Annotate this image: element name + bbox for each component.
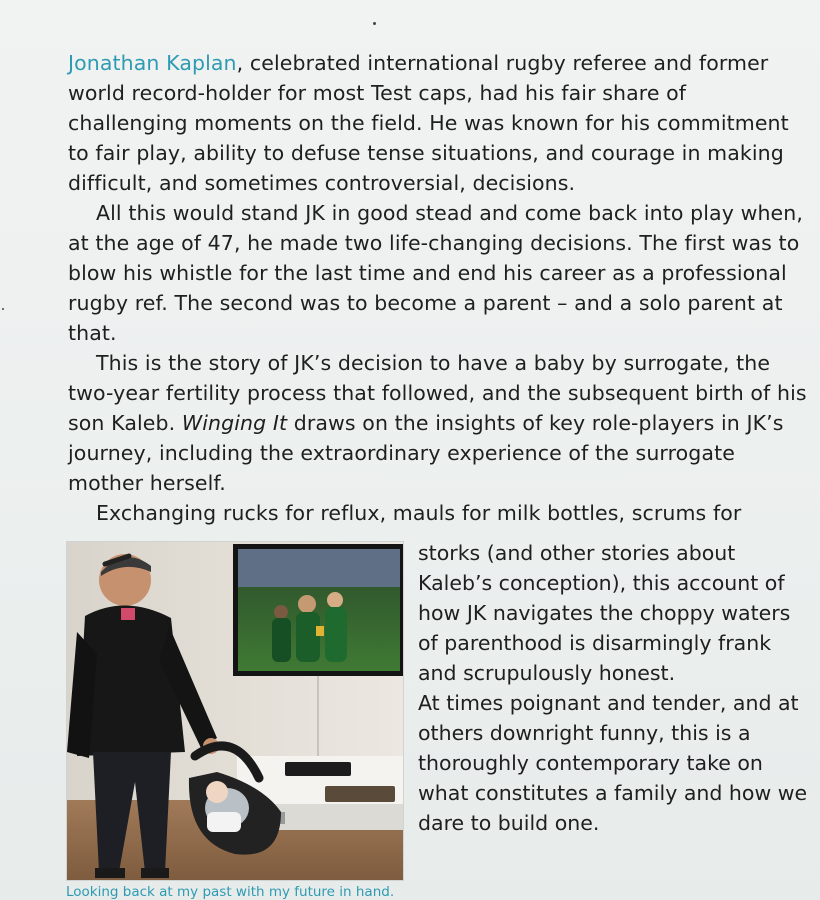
author-photo	[66, 541, 404, 881]
wrapped-text-column	[418, 538, 808, 838]
blurb-paragraph-1	[68, 48, 808, 198]
book-title: Winging It	[181, 411, 288, 435]
blurb-paragraph-3-text-b: draws on the insights of key role-players in JK’s journey, including the extraordinary experience of the surrogate mother herself.	[68, 411, 784, 495]
blurb-paragraph-2: All this would stand JK in good stead and come back into play when, at the age of 47, he made two life-changing decisions. The first was to blow his whistle for the last time and end his career as a professional rugby ref. The second was to become a parent – and a solo parent at that.	[68, 201, 803, 345]
cover-blurb	[68, 48, 808, 528]
print-speck	[2, 308, 4, 310]
blurb-paragraph-1-text: , celebrated international rugby referee and former world record-holder for most Test caps, had his fair share of challenging moments on the field. He was known for his commitment to fair play, ability to defuse tense situations, and courage in making difficult, and sometimes controversial, decisions.	[68, 51, 789, 195]
author-photo-illustration	[67, 542, 403, 880]
print-speck	[373, 22, 376, 25]
blurb-paragraph-4-lead: Exchanging rucks for reflux, mauls for milk bottles, scrums for	[96, 501, 742, 525]
blurb-paragraph-3	[68, 348, 808, 498]
blurb-paragraph-4-wrap: storks (and other stories about Kaleb’s conception), this account of how JK navigates the choppy waters of parenthood is disarmingly frank and scrupulously honest.	[418, 541, 791, 685]
blurb-paragraph-3-text-a: This is the story of JK’s decision to have a baby by surrogate, the two-year fertility process that followed, and the subsequent birth of his son Kaleb.	[68, 351, 807, 435]
author-name: Jonathan Kaplan	[68, 51, 237, 75]
photo-caption: Looking back at my past with my future in hand.	[66, 884, 395, 900]
television	[233, 544, 403, 676]
blurb-paragraph-5: At times poignant and tender, and at others downright funny, this is a thoroughly contemporary take on what constitutes a family and how we dare to build one.	[418, 691, 808, 835]
